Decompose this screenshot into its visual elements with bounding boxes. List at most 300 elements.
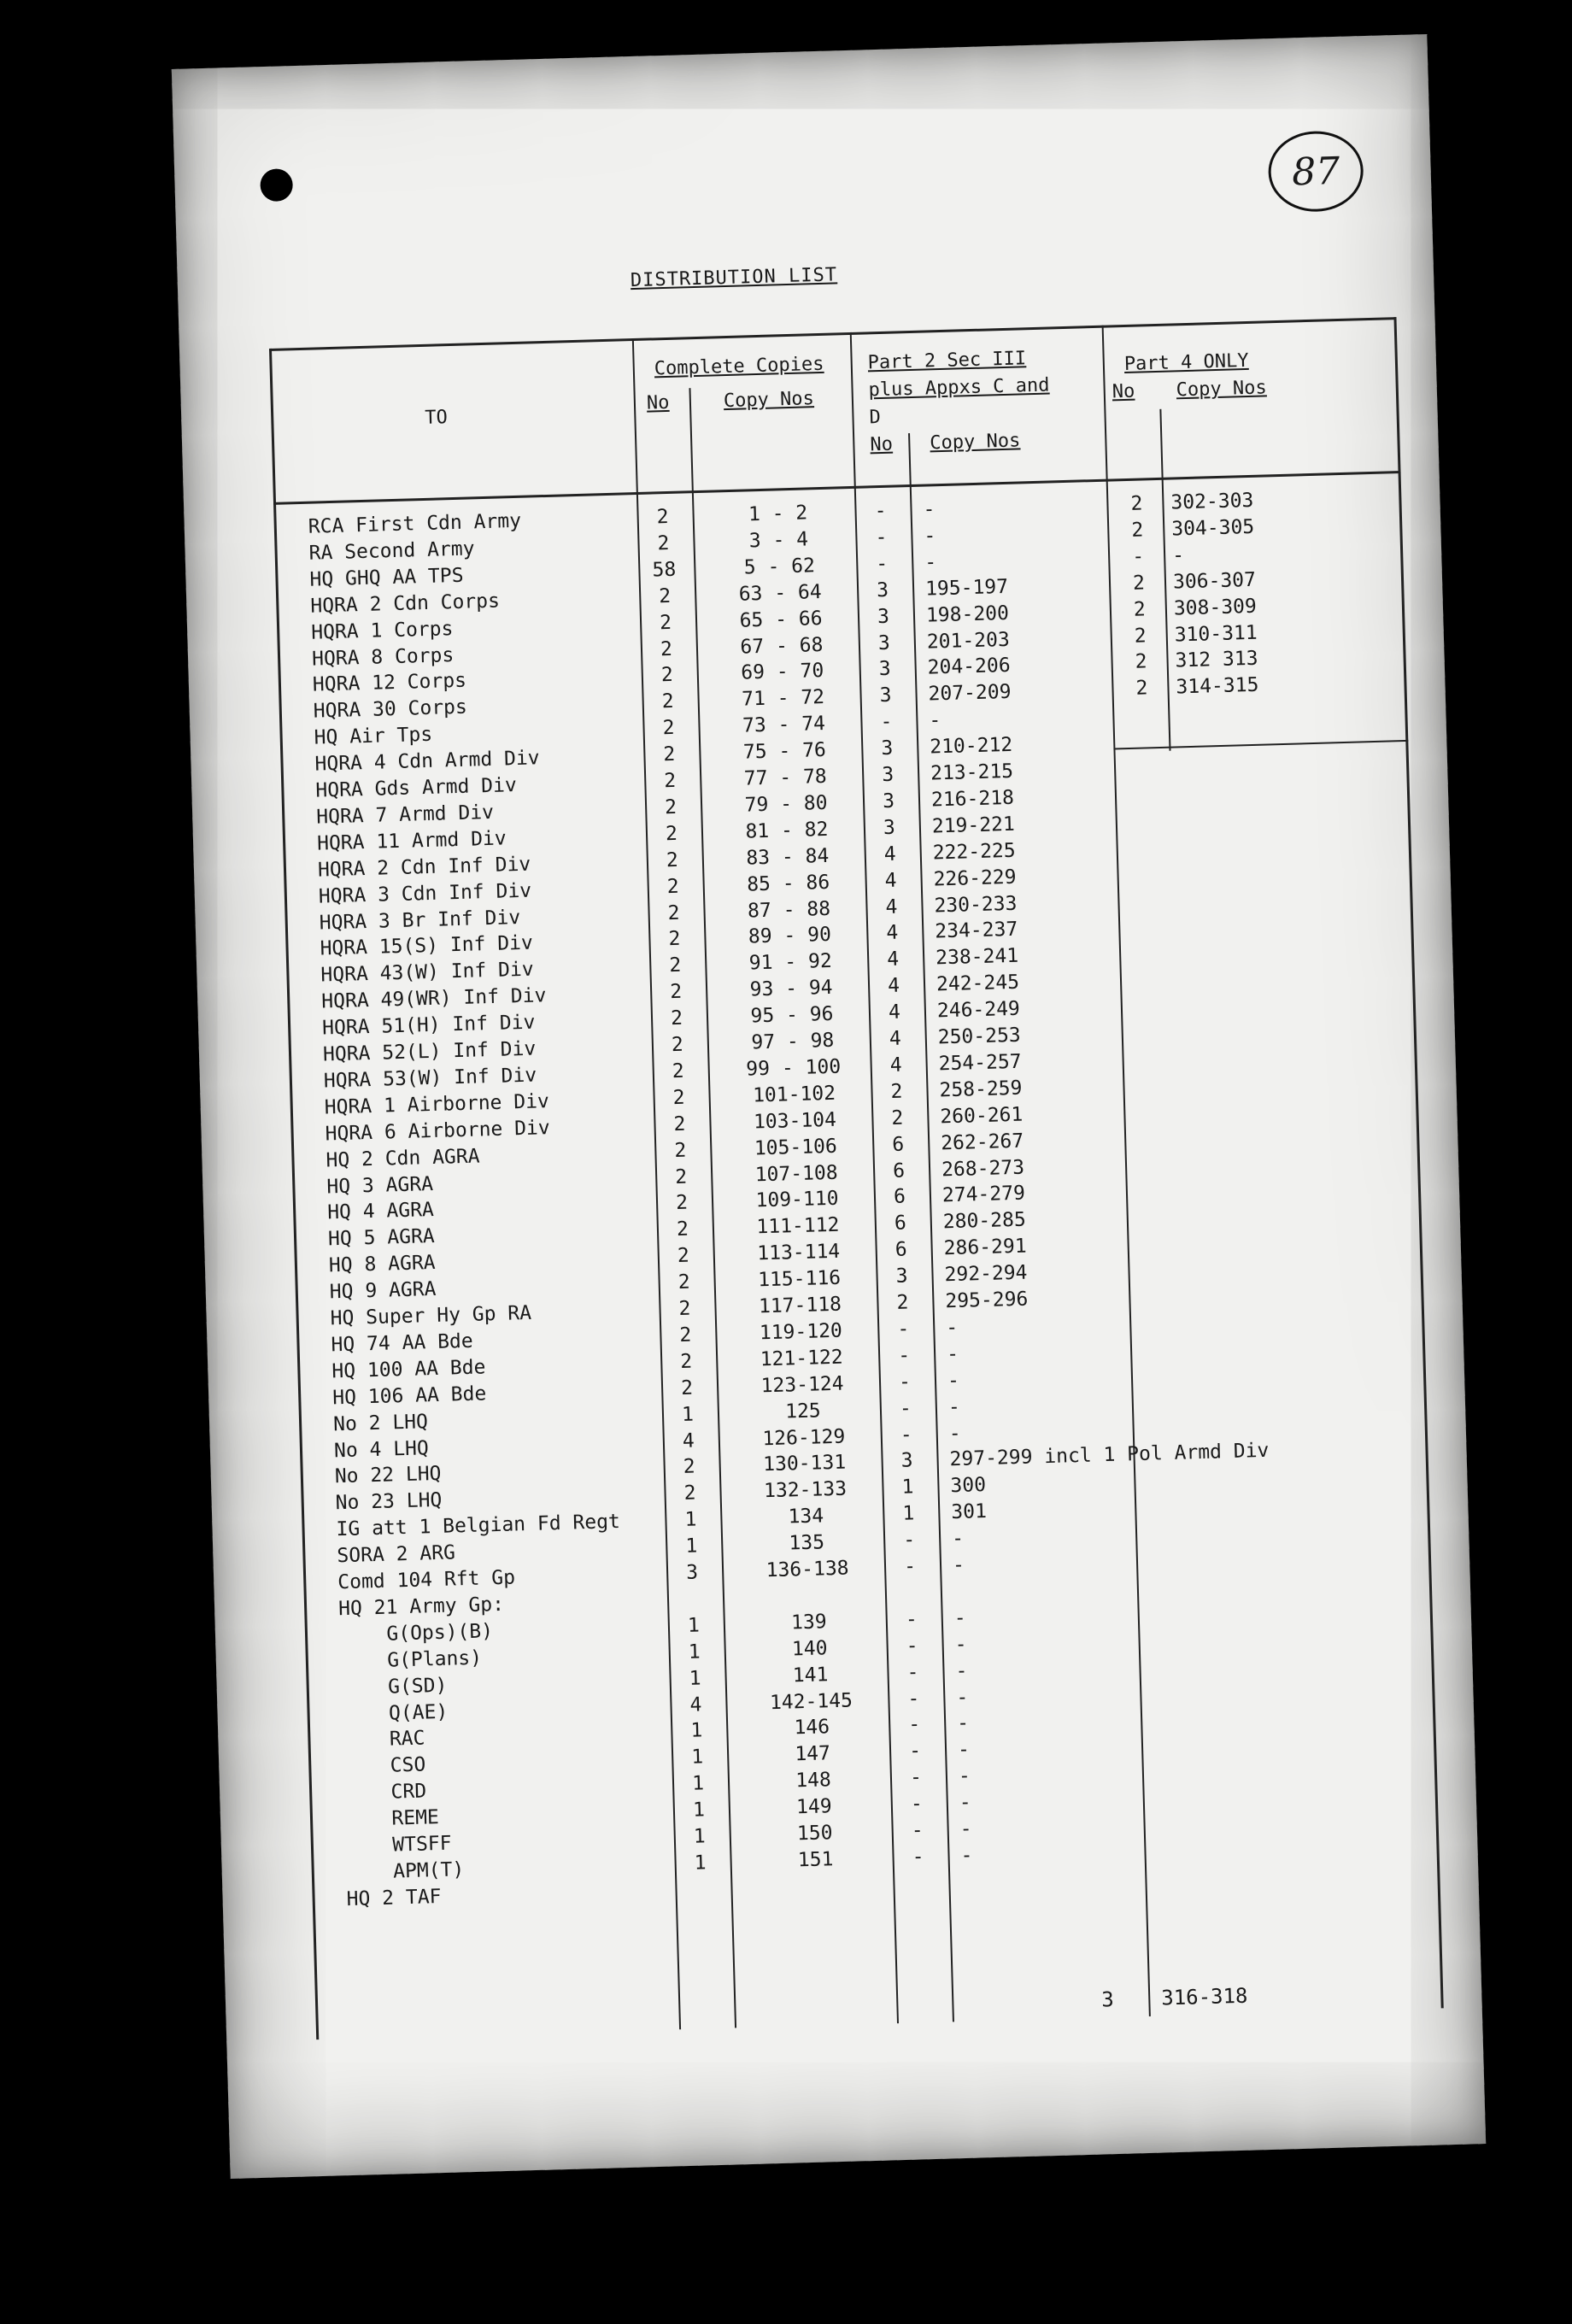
complete-no-cell: 3 <box>685 1561 699 1584</box>
part2-copy-nos-cell: - <box>955 1659 968 1682</box>
part4-no-cell: 2 <box>1135 650 1147 674</box>
part2-copy-nos-cell: 268-273 <box>941 1156 1025 1181</box>
part4-copy-nos-cell: 308-309 <box>1173 595 1258 620</box>
part4-copy-nos-cell: 302-303 <box>1170 489 1254 514</box>
recipient-cell: HQ 9 AGRA <box>329 1278 437 1304</box>
complete-no-cell: 2 <box>663 742 676 766</box>
part2-no-cell: 6 <box>894 1212 907 1235</box>
part2-no-cell: - <box>907 1713 921 1737</box>
part2-copy-nos-cell: - <box>929 709 941 732</box>
part2-copy-nos-cell: 204-206 <box>927 654 1011 679</box>
recipient-cell: HQ 2 Cdn AGRA <box>326 1145 480 1172</box>
complete-no-cell: 1 <box>691 1772 705 1795</box>
part2-copy-nos-cell: - <box>923 498 936 521</box>
complete-copy-nos-cell: 65 - 66 <box>739 607 823 632</box>
part2-copy-nos-cell: 207-209 <box>928 681 1012 706</box>
recipient-cell: HQ 74 AA Bde <box>331 1329 474 1357</box>
complete-no-cell: 2 <box>660 637 673 660</box>
complete-no-cell: 2 <box>669 954 682 977</box>
part2-no-cell: - <box>910 1793 924 1816</box>
complete-no-cell: 2 <box>675 1192 689 1215</box>
complete-no-cell: 2 <box>666 875 680 898</box>
page-number-stamp: 87 <box>1267 130 1364 213</box>
recipient-cell: HQRA 12 Corps <box>312 670 467 697</box>
part2-copy-nos-cell: 292-294 <box>944 1261 1028 1287</box>
part4-no-cell <box>1148 1520 1182 1521</box>
complete-no-cell: 2 <box>663 769 677 793</box>
recipient-cell: HQ 8 AGRA <box>328 1252 436 1277</box>
complete-copy-nos-cell: 130-131 <box>762 1451 847 1476</box>
part2-copy-nos-cell: - <box>956 1712 970 1735</box>
part4-no-cell <box>1151 1625 1185 1626</box>
table-top-border <box>269 317 1397 351</box>
part2-copy-nos-cell: 280-285 <box>942 1208 1027 1234</box>
complete-no-cell: 2 <box>674 1165 688 1188</box>
complete-copy-nos-cell: 5 - 62 <box>743 555 816 579</box>
recipient-cell: RCA First Cdn Army <box>308 509 522 538</box>
complete-no-cell: 2 <box>673 1112 686 1136</box>
part4-no-cell: 2 <box>1132 572 1146 595</box>
recipient-cell: G(Ops)(B) <box>338 1620 494 1647</box>
recipient-cell: HQ 4 AGRA <box>326 1199 435 1224</box>
part2-no-cell: 4 <box>885 895 898 918</box>
part4-no-cell <box>1157 1836 1191 1837</box>
part4-no-cell <box>1128 807 1162 808</box>
complete-no-cell: 1 <box>684 1508 697 1532</box>
part2-copy-nos-cell: - <box>945 1316 959 1340</box>
recipient-cell: REME <box>343 1806 440 1832</box>
part2-no-cell: 3 <box>900 1449 913 1473</box>
recipient-cell: HQ 106 AA Bde <box>331 1382 487 1410</box>
part2-no-cell: 3 <box>879 684 892 707</box>
part2-copy-nos-cell: 234-237 <box>934 918 1018 943</box>
part2-copy-nos-cell: - <box>954 1633 967 1656</box>
part2-copy-nos-cell: 210-212 <box>929 733 1013 759</box>
complete-copy-nos-cell: 121-122 <box>760 1346 844 1371</box>
part2-no-cell: 3 <box>882 789 895 813</box>
part2-copy-nos-cell: - <box>952 1553 965 1577</box>
footer-copy-nos: 316-318 <box>1160 1983 1248 2010</box>
part2-copy-nos-cell: 213-215 <box>930 760 1014 785</box>
part2-no-cell: 4 <box>886 922 899 945</box>
part4-no-cell: 2 <box>1130 492 1143 515</box>
part4-copy-nos-cell: 306-307 <box>1172 568 1257 594</box>
recipient-cell: APM(T) <box>345 1858 465 1885</box>
complete-no-cell: 2 <box>670 1006 683 1030</box>
complete-no-cell: 2 <box>683 1482 696 1505</box>
complete-copy-nos-cell: 87 - 88 <box>747 897 831 923</box>
part2-copy-nos-cell: 297-299 incl 1 Pol Armd Div <box>949 1440 1270 1471</box>
complete-copy-nos-cell: 134 <box>788 1505 824 1529</box>
complete-copy-nos-cell: 149 <box>795 1795 833 1819</box>
part4-no-cell <box>1154 1731 1188 1732</box>
part2-copy-nos-cell: - <box>956 1686 969 1709</box>
part2-copy-nos-cell: 262-267 <box>940 1130 1024 1154</box>
complete-no-cell: 2 <box>665 822 678 845</box>
recipient-cell: SORA 2 ARG <box>337 1541 456 1568</box>
part4-no-cell <box>1136 1098 1170 1099</box>
complete-no-cell: 2 <box>671 1033 684 1057</box>
recipient-cell: HQRA 3 Cdn Inf Div <box>318 879 532 908</box>
complete-no-cell: 4 <box>682 1429 695 1452</box>
part2-no-cell: 1 <box>901 1476 914 1499</box>
complete-no-cell: 1 <box>681 1403 695 1426</box>
part2-no-cell: - <box>906 1634 918 1658</box>
recipient-cell: HQ 2 TAF <box>346 1885 442 1910</box>
part2-copy-nos-cell: - <box>960 1844 973 1867</box>
part2-copy-nos-cell: - <box>958 1764 971 1788</box>
recipient-cell: HQRA 4 Cdn Armd Div <box>314 747 540 776</box>
part2-copy-nos-cell: - <box>946 1342 959 1366</box>
complete-copy-nos-cell: 136-138 <box>765 1557 849 1582</box>
part2-no-cell: 1 <box>902 1502 915 1525</box>
part2-no-cell: - <box>905 1608 918 1631</box>
header-part2-line3: D <box>869 406 882 429</box>
part4-no-cell <box>1143 1335 1177 1336</box>
part2-copy-nos-cell: 274-279 <box>941 1183 1026 1207</box>
header-complete-copy-nos: Copy Nos <box>723 388 815 413</box>
part2-copy-nos-cell: 222-225 <box>932 839 1017 865</box>
part2-copy-nos-cell: 238-241 <box>935 945 1019 970</box>
part4-no-cell <box>1133 992 1167 993</box>
complete-copy-nos-cell: 135 <box>789 1531 825 1555</box>
part4-no-cell: 2 <box>1135 677 1148 701</box>
part4-no-cell <box>1125 701 1159 702</box>
header-part2-line2: plus Appxs C and <box>868 374 1050 402</box>
recipient-cell: IG att 1 Belgian Fd Regt <box>336 1511 621 1541</box>
complete-copy-nos-cell: 111-112 <box>756 1214 840 1239</box>
recipient-cell: RAC <box>342 1727 425 1752</box>
part4-no-cell <box>1128 781 1162 782</box>
complete-copy-nos-cell: 140 <box>791 1636 828 1661</box>
part4-no-cell: 2 <box>1134 624 1147 648</box>
recipient-cell: HQRA 8 Corps <box>311 643 455 671</box>
complete-copy-nos-cell: 77 - 78 <box>743 765 828 790</box>
recipient-cell: CRD <box>343 1780 427 1805</box>
part4-no-cell <box>1149 1573 1183 1574</box>
recipient-cell: HQ Super Hy Gp RA <box>330 1301 532 1330</box>
complete-copy-nos-cell: 115-116 <box>757 1266 842 1292</box>
part2-copy-nos-cell: 300 <box>950 1474 987 1498</box>
complete-copy-nos-cell: 91 - 92 <box>748 950 833 975</box>
part2-no-cell: - <box>907 1687 920 1711</box>
part2-no-cell: - <box>902 1529 916 1552</box>
complete-copy-nos-cell: 151 <box>797 1848 834 1872</box>
recipient-cell: HQRA 1 Corps <box>310 617 454 644</box>
part2-no-cell: 4 <box>884 869 897 892</box>
complete-copy-nos-cell: 93 - 94 <box>749 977 833 1001</box>
complete-copy-nos-cell: 146 <box>794 1716 830 1740</box>
part2-no-cell: 4 <box>889 1027 902 1050</box>
part4-no-cell <box>1129 860 1164 861</box>
complete-no-cell: 2 <box>677 1244 690 1268</box>
complete-copy-nos-cell: 1 - 2 <box>748 502 808 526</box>
complete-no-cell: 2 <box>657 531 670 555</box>
complete-no-cell: 1 <box>690 1746 704 1769</box>
recipient-cell: HQ 3 AGRA <box>326 1172 434 1198</box>
complete-copy-nos-cell: 73 - 74 <box>742 713 826 737</box>
complete-copy-nos-cell: 95 - 96 <box>750 1002 834 1028</box>
complete-no-cell: 2 <box>667 901 680 924</box>
complete-copy-nos-cell: 125 <box>784 1399 822 1423</box>
part4-no-cell <box>1130 886 1164 887</box>
part2-no-cell: 6 <box>892 1159 906 1183</box>
part2-no-cell: 6 <box>893 1185 906 1209</box>
part2-no-cell: 3 <box>877 631 891 654</box>
part2-copy-nos-cell: 201-203 <box>926 628 1011 654</box>
recipient-cell: HQRA 53(W) Inf Div <box>323 1064 537 1093</box>
part2-copy-nos-cell: 198-200 <box>925 602 1010 627</box>
complete-no-cell: 1 <box>690 1719 703 1743</box>
part2-no-cell: - <box>897 1344 911 1367</box>
recipient-cell: HQRA 11 Armd Div <box>316 827 507 855</box>
part2-copy-nos-cell: 286-291 <box>943 1235 1027 1260</box>
complete-no-cell <box>676 1586 710 1587</box>
part2-no-cell: 4 <box>888 1001 901 1024</box>
complete-no-cell: 2 <box>656 505 669 529</box>
punch-hole <box>260 168 293 202</box>
recipient-cell: HQRA Gds Armd Div <box>315 774 518 802</box>
part2-copy-nos-cell: 226-229 <box>933 866 1017 891</box>
part2-no-cell <box>901 1870 936 1871</box>
part2-no-cell: 4 <box>889 1053 902 1077</box>
complete-no-cell: 1 <box>689 1667 701 1690</box>
part4-no-cell <box>1132 939 1166 940</box>
part2-no-cell: - <box>898 1370 912 1394</box>
complete-no-cell: 2 <box>661 690 674 713</box>
part2-copy-nos-cell: - <box>959 1817 972 1841</box>
complete-copy-nos-cell: 126-129 <box>761 1425 846 1450</box>
part2-copy-nos-cell: 195-197 <box>924 575 1009 601</box>
complete-copy-nos-cell: 3 - 4 <box>748 528 809 553</box>
part2-no-cell: 4 <box>883 842 897 866</box>
part2-copy-nos-cell: - <box>924 551 937 574</box>
complete-copy-nos-cell: 105-106 <box>754 1135 838 1160</box>
complete-copy-nos-cell: 147 <box>795 1742 831 1766</box>
part4-copy-nos-cell: 304-305 <box>1170 515 1255 541</box>
part2-no-cell: 3 <box>878 658 892 681</box>
complete-no-cell: 2 <box>672 1059 685 1083</box>
part4-no-cell <box>1149 1546 1183 1547</box>
distribution-table <box>269 317 1444 2057</box>
part2-no-cell: 4 <box>886 948 900 971</box>
recipient-cell: No 22 LHQ <box>334 1463 442 1488</box>
complete-copy-nos-cell: 79 - 80 <box>744 791 828 817</box>
complete-no-cell: 1 <box>692 1799 706 1822</box>
part2-copy-nos-cell: 230-233 <box>934 892 1018 917</box>
part4-no-cell <box>1153 1678 1187 1679</box>
part4-copy-nos-cell: 314-315 <box>1176 674 1259 699</box>
part2-copy-nos-cell: 250-253 <box>937 1024 1022 1049</box>
complete-copy-nos-cell: 89 - 90 <box>748 924 832 948</box>
part2-copy-nos-cell: 219-221 <box>931 813 1016 838</box>
part4-no-cell <box>1129 834 1163 835</box>
complete-no-cell: 1 <box>688 1640 701 1664</box>
part2-copy-nos-cell: 260-261 <box>940 1103 1024 1129</box>
complete-copy-nos-cell: 150 <box>796 1822 833 1846</box>
recipient-cell: Q(AE) <box>341 1700 449 1726</box>
part2-no-cell: - <box>911 1819 924 1842</box>
footer-no: 3 <box>1100 1987 1115 2012</box>
part2-copy-nos-cell: - <box>959 1791 972 1815</box>
recipient-cell: G(SD) <box>340 1674 448 1699</box>
part2-no-cell: 3 <box>876 578 889 602</box>
part4-no-cell <box>1155 1784 1189 1785</box>
part4-no-cell <box>1133 965 1167 966</box>
part2-no-cell <box>894 1580 928 1581</box>
complete-copy-nos-cell: 81 - 82 <box>745 818 829 843</box>
part2-no-cell: - <box>875 552 889 575</box>
part4-no-cell <box>1138 1150 1172 1151</box>
complete-copy-nos-cell: 99 - 100 <box>745 1055 842 1081</box>
part2-no-cell: - <box>880 710 893 734</box>
header-complete-no: No <box>646 391 670 414</box>
part2-copy-nos-cell: 254-257 <box>938 1050 1022 1076</box>
part4-no-cell <box>1144 1361 1178 1362</box>
part4-no-cell: - <box>1131 545 1145 568</box>
complete-no-cell <box>683 1876 718 1877</box>
complete-no-cell: 2 <box>669 980 683 1004</box>
recipient-cell: No 23 LHQ <box>335 1489 443 1515</box>
part4-copy-nos-cell: - <box>1171 543 1185 567</box>
recipient-cell: WTSFF <box>344 1832 452 1858</box>
complete-no-cell: 2 <box>680 1376 694 1400</box>
complete-no-cell: 2 <box>662 717 675 740</box>
complete-no-cell: 1 <box>685 1535 698 1558</box>
part2-no-cell: 6 <box>891 1133 905 1156</box>
header-part4-copy-nos: Copy Nos <box>1176 377 1268 402</box>
complete-no-cell: 2 <box>660 664 674 687</box>
part4-no-cell <box>1126 728 1160 729</box>
part2-no-cell: - <box>899 1397 912 1420</box>
recipient-cell: HQRA 2 Cdn Inf Div <box>317 853 531 882</box>
part2-no-cell: 3 <box>877 605 890 628</box>
part4-no-cell <box>1156 1810 1190 1811</box>
complete-copy-nos-cell: 113-114 <box>756 1240 841 1265</box>
part2-no-cell: 4 <box>887 974 900 998</box>
header-part2-no: No <box>870 433 894 456</box>
complete-no-cell: 4 <box>689 1693 702 1717</box>
part2-no-cell: 3 <box>895 1265 908 1288</box>
complete-copy-nos-cell: 123-124 <box>760 1372 844 1398</box>
recipient-cell: HQRA 2 Cdn Corps <box>310 590 501 618</box>
complete-copy-nos-cell: 103-104 <box>753 1108 837 1134</box>
recipient-cell: HQ Air Tps <box>314 723 433 749</box>
complete-no-cell: 2 <box>672 1086 685 1109</box>
recipient-cell: HQRA 15(S) Inf Div <box>320 931 534 960</box>
header-part4-no: No <box>1112 380 1135 403</box>
part2-copy-nos-cell: 295-296 <box>945 1288 1029 1313</box>
complete-copy-nos-cell: 142-145 <box>769 1688 853 1714</box>
complete-copy-nos-cell: 63 - 64 <box>738 580 823 606</box>
part2-no-cell: - <box>912 1846 924 1869</box>
part4-no-cell <box>1134 1018 1168 1019</box>
complete-no-cell: 2 <box>676 1218 689 1241</box>
part2-no-cell: 6 <box>895 1238 908 1262</box>
complete-no-cell: 1 <box>693 1825 707 1848</box>
recipient-cell: HQRA 7 Armd Div <box>315 801 495 829</box>
complete-no-cell: 2 <box>668 928 681 951</box>
recipient-cell: HQRA 1 Airborne Div <box>324 1089 550 1119</box>
complete-no-cell: 2 <box>664 795 677 819</box>
part2-copy-nos-cell: - <box>957 1738 971 1762</box>
header-part4: Part 4 ONLY <box>1123 349 1249 375</box>
part2-no-cell: - <box>908 1740 922 1763</box>
header-to: TO <box>424 407 449 429</box>
recipient-cell: HQRA 3 Br Inf Div <box>319 906 521 935</box>
part4-no-cell: 2 <box>1131 519 1144 542</box>
complete-copy-nos-cell: 71 - 72 <box>741 686 825 711</box>
complete-copy-nos-cell: 97 - 98 <box>751 1029 835 1054</box>
complete-copy-nos-cell: 141 <box>792 1663 829 1687</box>
recipient-cell: Comd 104 Rft Gp <box>337 1566 516 1594</box>
recipient-cell: HQRA 51(H) Inf Div <box>321 1011 536 1040</box>
part4-no-cell <box>1142 1309 1176 1310</box>
complete-copy-nos-cell: 132-133 <box>763 1477 848 1503</box>
part4-no-cell <box>1141 1256 1175 1257</box>
part2-no-cell: - <box>874 499 887 523</box>
header-part2-line1: Part 2 Sec III <box>867 348 1027 374</box>
part4-no-cell <box>1147 1467 1181 1468</box>
part2-no-cell: 2 <box>890 1080 903 1103</box>
complete-no-cell: 1 <box>694 1852 707 1875</box>
part2-no-cell: - <box>900 1423 913 1447</box>
part2-copy-nos-cell: 301 <box>950 1500 988 1524</box>
part2-no-cell: - <box>897 1318 910 1341</box>
complete-no-cell: 2 <box>659 611 672 634</box>
part4-no-cell: 2 <box>1133 598 1147 621</box>
complete-copy-nos-cell: 139 <box>790 1611 827 1634</box>
part2-no-cell: - <box>906 1660 919 1684</box>
part4-copy-nos-cell: 310-311 <box>1174 621 1258 646</box>
recipient-cell: HQRA 49(WR) Inf Div <box>320 984 547 1013</box>
recipient-cell: HQ GHQ AA TPS <box>309 564 464 591</box>
part2-no-cell: 2 <box>891 1106 904 1130</box>
complete-no-cell: 2 <box>677 1271 690 1294</box>
recipient-cell: No 4 LHQ <box>333 1436 430 1462</box>
part2-copy-nos-cell: - <box>953 1606 966 1629</box>
recipient-cell: HQ 100 AA Bde <box>331 1356 486 1383</box>
complete-copy-nos-cell: 119-120 <box>759 1319 843 1345</box>
complete-copy-nos-cell: 75 - 76 <box>742 739 827 764</box>
part4-no-cell <box>1135 1045 1169 1046</box>
part2-copy-nos-cell: - <box>951 1527 965 1551</box>
complete-no-cell: 2 <box>679 1350 693 1373</box>
header-part2-copy-nos: Copy Nos <box>930 430 1021 455</box>
complete-copy-nos-cell: 107-108 <box>754 1161 838 1186</box>
recipient-cell: No 2 LHQ <box>332 1410 429 1435</box>
document-sheet <box>172 34 1486 2179</box>
recipient-cell: HQRA 30 Corps <box>313 695 468 723</box>
part4-copy-nos-cell: 312 313 <box>1175 648 1258 672</box>
complete-copy-nos-cell: 67 - 68 <box>740 633 824 659</box>
complete-copy-nos-cell: 69 - 70 <box>740 660 824 685</box>
complete-copy-nos-cell: 109-110 <box>755 1188 839 1212</box>
part2-copy-nos-cell: - <box>947 1369 960 1392</box>
part2-no-cell: 2 <box>896 1291 909 1314</box>
document-title: DISTRIBUTION LIST <box>630 264 838 292</box>
part4-no-cell <box>1139 1203 1173 1204</box>
part2-no-cell: 3 <box>881 737 894 760</box>
complete-no-cell: 2 <box>678 1297 691 1320</box>
complete-copy-nos-cell: 101-102 <box>752 1082 836 1107</box>
recipient-cell: HQ 5 AGRA <box>327 1225 436 1251</box>
complete-copy-nos-cell: 117-118 <box>758 1293 842 1318</box>
header-complete-copies: Complete Copies <box>654 353 824 380</box>
complete-no-cell: 2 <box>679 1323 692 1347</box>
part2-no-cell: - <box>875 525 888 549</box>
part2-no-cell: - <box>903 1555 917 1578</box>
